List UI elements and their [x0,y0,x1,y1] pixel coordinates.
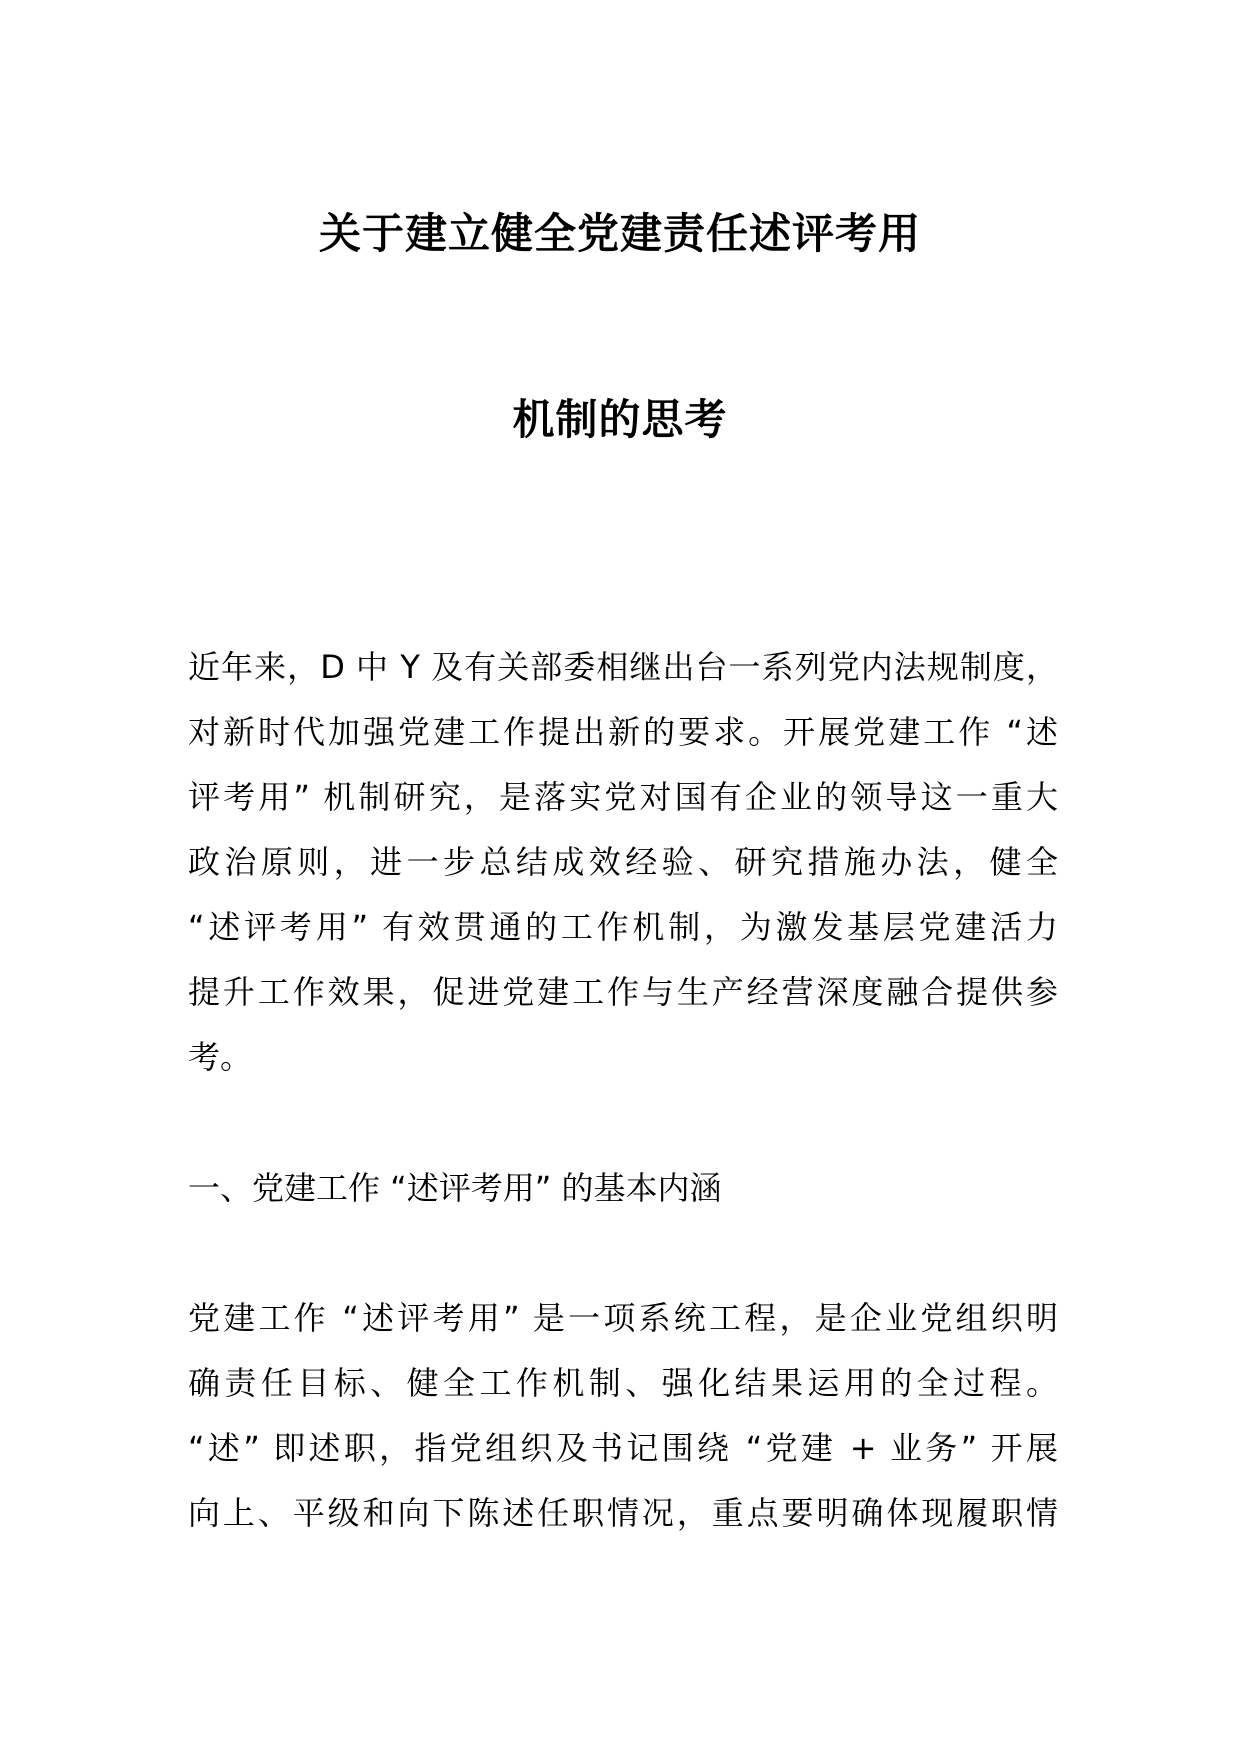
paragraph-line: 对新时代加强党建工作提出新的要求。开展党建工作 “述 [188,713,1058,751]
intro-paragraph [188,635,1058,1090]
paragraph-line: 提升工作效果，促进党建工作与生产经营深度融合提供参 [188,973,1058,1011]
paragraph-line: 向上、平级和向下陈述任职情况，重点要明确体现履职情 [188,1494,1058,1532]
section-paragraph [188,1286,1058,1546]
document-title-line-2: 机制的思考 [512,395,728,444]
paragraph-line: 考。 [188,1038,253,1076]
paragraph-line: 政治原则，进一步总结成效经验、研究措施办法，健全 [188,843,1058,881]
section-heading-text: 一、党建工作 “述评考用” 的基本内涵 [188,1169,722,1207]
paragraph-line: 党建工作 “述评考用” 是一项系统工程，是企业党组织明 [188,1299,1058,1337]
document-title-line-1: 关于建立健全党建责任述评考用 [318,209,921,258]
section-heading [188,1156,1058,1221]
paragraph-line: “述评考用” 有效贯通的工作机制，为激发基层党建活力 [188,908,1058,946]
paragraph-line: 确责任目标、健全工作机制、强化结果运用的全过程。 [188,1364,1058,1402]
paragraph-line: 评考用” 机制研究，是落实党对国有企业的领导这一重大 [188,778,1058,816]
paragraph-line: “述” 即述职，指党组织及书记围绕 “党建 + 业务” 开展 [188,1429,1058,1467]
paragraph-line: 近年来，D 中 Y 及有关部委相继出台一系列党内法规制度， [188,648,1058,686]
